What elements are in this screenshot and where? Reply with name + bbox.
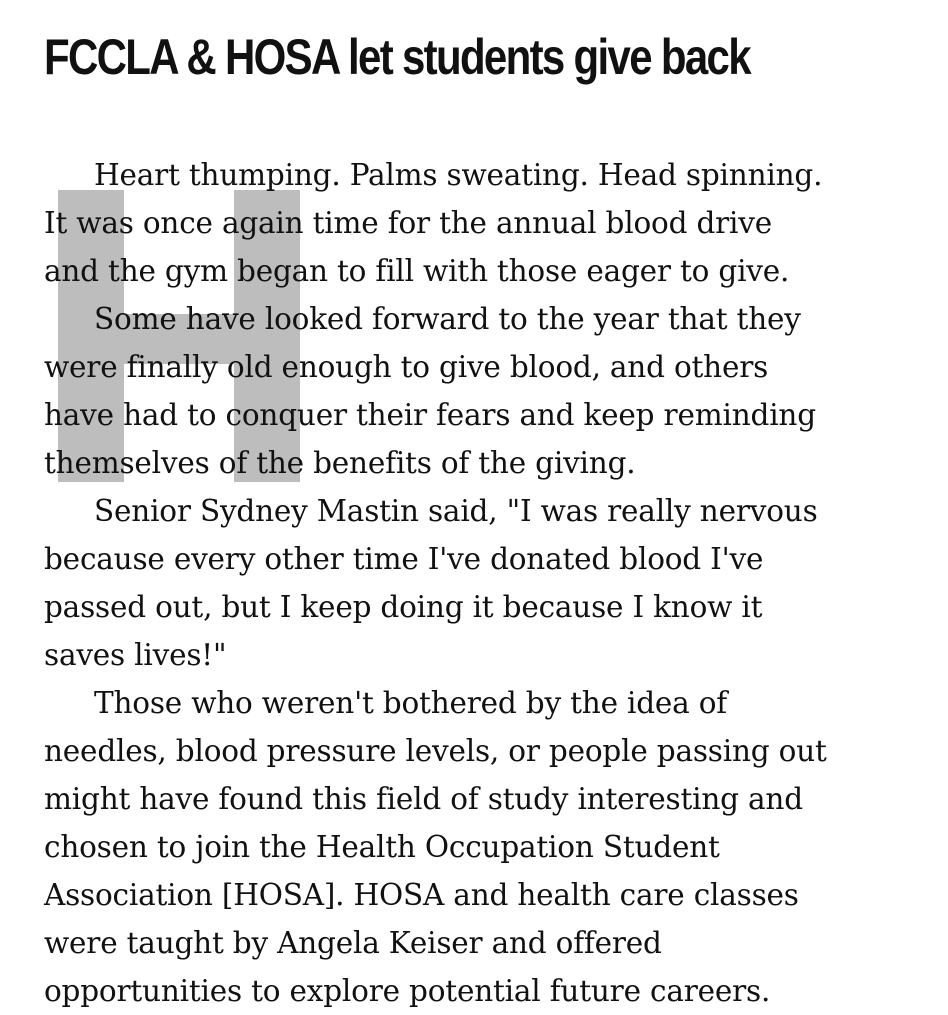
- body-text-line: Senior Sydney Mastin said, "I was really nervous: [94, 494, 818, 528]
- body-text-line: themselves of the benefits of the giving.: [44, 446, 636, 480]
- body-text-line: It was once again time for the annual blood drive: [44, 206, 773, 240]
- body-text-line: and the gym began to fill with those eager to give.: [44, 254, 790, 288]
- body-text-line: saves lives!": [44, 638, 227, 672]
- body-text-line: opportunities to explore potential future careers.: [44, 974, 771, 1008]
- body-text-line: Some have looked forward to the year that they: [94, 302, 801, 336]
- body-text-line: have had to conquer their fears and keep reminding: [44, 398, 816, 432]
- body-text-line: because every other time I've donated blood I've: [44, 542, 764, 576]
- body-text-line: needles, blood pressure levels, or people passing out: [44, 734, 827, 768]
- body-text-line: might have found this field of study interesting and: [44, 782, 803, 816]
- article-headline: FCCLA & HOSA let students give back: [44, 29, 750, 85]
- body-text-line: Heart thumping. Palms sweating. Head spinning.: [94, 158, 823, 192]
- body-text-line: were taught by Angela Keiser and offered: [44, 926, 662, 960]
- body-text-line: Association [HOSA]. HOSA and health care classes: [44, 878, 799, 912]
- body-text-line: passed out, but I keep doing it because I know it: [44, 590, 763, 624]
- article-body: [44, 151, 914, 1015]
- body-text-line: chosen to join the Health Occupation Student: [44, 830, 720, 864]
- body-text-line: were finally old enough to give blood, and others: [44, 350, 769, 384]
- body-text-line: Those who weren't bothered by the idea of: [94, 686, 728, 720]
